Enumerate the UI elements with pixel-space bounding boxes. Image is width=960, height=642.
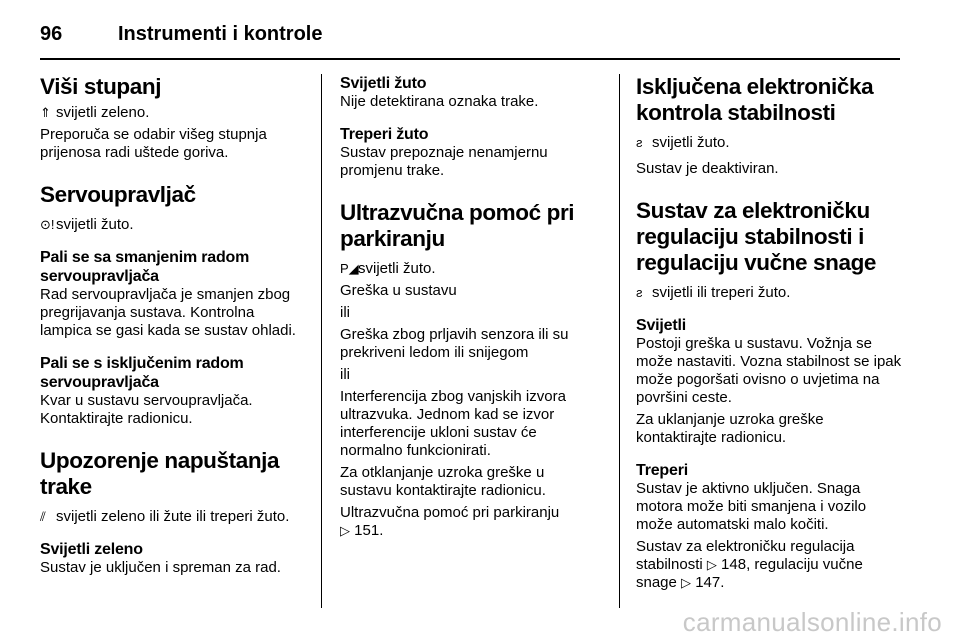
column-2 [340,74,600,540]
lane-yellow-heading: Svijetli žuto [340,75,427,92]
upshift-heading: Viši stupanj [40,74,162,99]
lane-green-heading: Svijetli zeleno [40,541,143,558]
column-divider [619,74,620,608]
column-1 [40,74,308,577]
parking-p2: ili [340,304,350,321]
page-number: 96 [40,23,63,45]
lane-departure-line: ⫽ svijetli zeleno ili žute ili treperi žuto. [40,508,290,525]
esc-off-icon: ƨ [636,135,643,150]
column-3 [636,74,906,592]
lane-departure-heading: Upozorenje napuštanja trake [40,448,280,499]
parking-p1: Greška u sustavu [340,282,457,299]
header-rule [40,58,900,60]
parking-p6: Za otklanjanje uzroka greške u sustavu kontaktirajte radionicu. [340,464,546,499]
parking-p4: ili [340,366,350,383]
page-title: Instrumenti i kontrole [118,23,323,45]
parking-assist-icon: P◢ [340,261,359,276]
parking-p7: Ultrazvučna pomoć pri parkiranju ▷ 151. [340,504,560,539]
esc-heading: Sustav za elektroničku regulaciju stabilnosti i regulaciju vučne snage [636,198,877,275]
esc-lit-text2: Za uklanjanje uzroka greške kontaktirajte radionicu. [636,411,824,446]
lane-green-text: Sustav je uključen i spreman za rad. [40,559,281,576]
watermark: carmanualsonline.info [682,607,942,637]
page-ref-arrow-icon: ▷ [340,523,350,538]
upshift-text: Preporuča se odabir višeg stupnja prijenosa radi uštede goriva. [40,126,267,161]
lane-flash-text: Sustav prepoznaje nenamjernu promjenu trake. [340,144,548,179]
parking-p3: Greška zbog prljavih senzora ili su prekriveni ledom ili snijegom [340,326,569,361]
column-divider [321,74,322,608]
power-steering-sub2-text: Kvar u sustavu servoupravljača. Kontaktirajte radionicu. [40,392,253,427]
esc-off-heading: Isključena elektronička kontrola stabilnosti [636,74,874,125]
parking-p5: Interferencija zbog vanjskih izvora ultrazvuka. Jednom kad se izvor interferencije ukloni sustav će normalno funkcionirati. [340,388,566,459]
power-steering-line: ⊙!svijetli žuto. [40,216,134,233]
page-ref-link[interactable]: 147. [695,574,725,591]
power-steering-sub1-text: Rad servoupravljača je smanjen zbog pregrijavanja sustava. Kontrolna lampica se gasi kada se sustav ohladi. [40,286,296,339]
esc-flash-heading: Treperi [636,462,688,479]
lane-flash-heading: Treperi žuto [340,126,429,143]
esc-line: ƨ svijetli ili treperi žuto. [636,284,791,301]
esc-lit-heading: Svijetli [636,317,686,334]
lane-yellow-text: Nije detektirana oznaka trake. [340,93,539,110]
power-steering-sub2-heading: Pali se s isključenim radom servoupravljača [40,355,244,391]
page-ref-link[interactable]: 148, regulaciju vučne snage [636,556,863,591]
upshift-arrow-icon: ⇑ [40,105,51,120]
parking-heading: Ultrazvučna pomoć pri parkiranju [340,200,575,251]
upshift-line: ⇑ svijetli zeleno. [40,104,150,121]
esc-lit-text: Postoji greška u sustavu. Vožnja se može nastaviti. Vozna stabilnost se ipak može pogoršati ovisno o uvjetima na površini ceste. [636,335,902,406]
esc-icon: ƨ [636,285,643,300]
power-steering-heading: Servoupravljač [40,182,196,207]
page-ref-link[interactable]: 151. [354,522,384,539]
esc-ref-text: Sustav za elektroničku regulacija stabilnosti ▷ 148, regulaciju vučne snage ▷ 147. [636,538,863,591]
lane-departure-icon: ⫽ [40,509,46,524]
page-header [40,18,322,50]
parking-line: P◢svijetli žuto. [340,260,436,277]
esc-off-line: ƨ svijetli žuto. [636,134,730,151]
power-steering-sub1-heading: Pali se sa smanjenim radom servoupravljača [40,249,250,285]
page-ref-arrow-icon: ▷ [681,575,692,590]
esc-off-text: Sustav je deaktiviran. [636,160,779,177]
steering-warning-icon: ⊙! [40,217,55,232]
page-ref-arrow-icon: ▷ [706,557,717,572]
esc-flash-text: Sustav je aktivno uključen. Snaga motora može biti smanjena i vozilo može automatski malo kočiti. [636,480,867,533]
